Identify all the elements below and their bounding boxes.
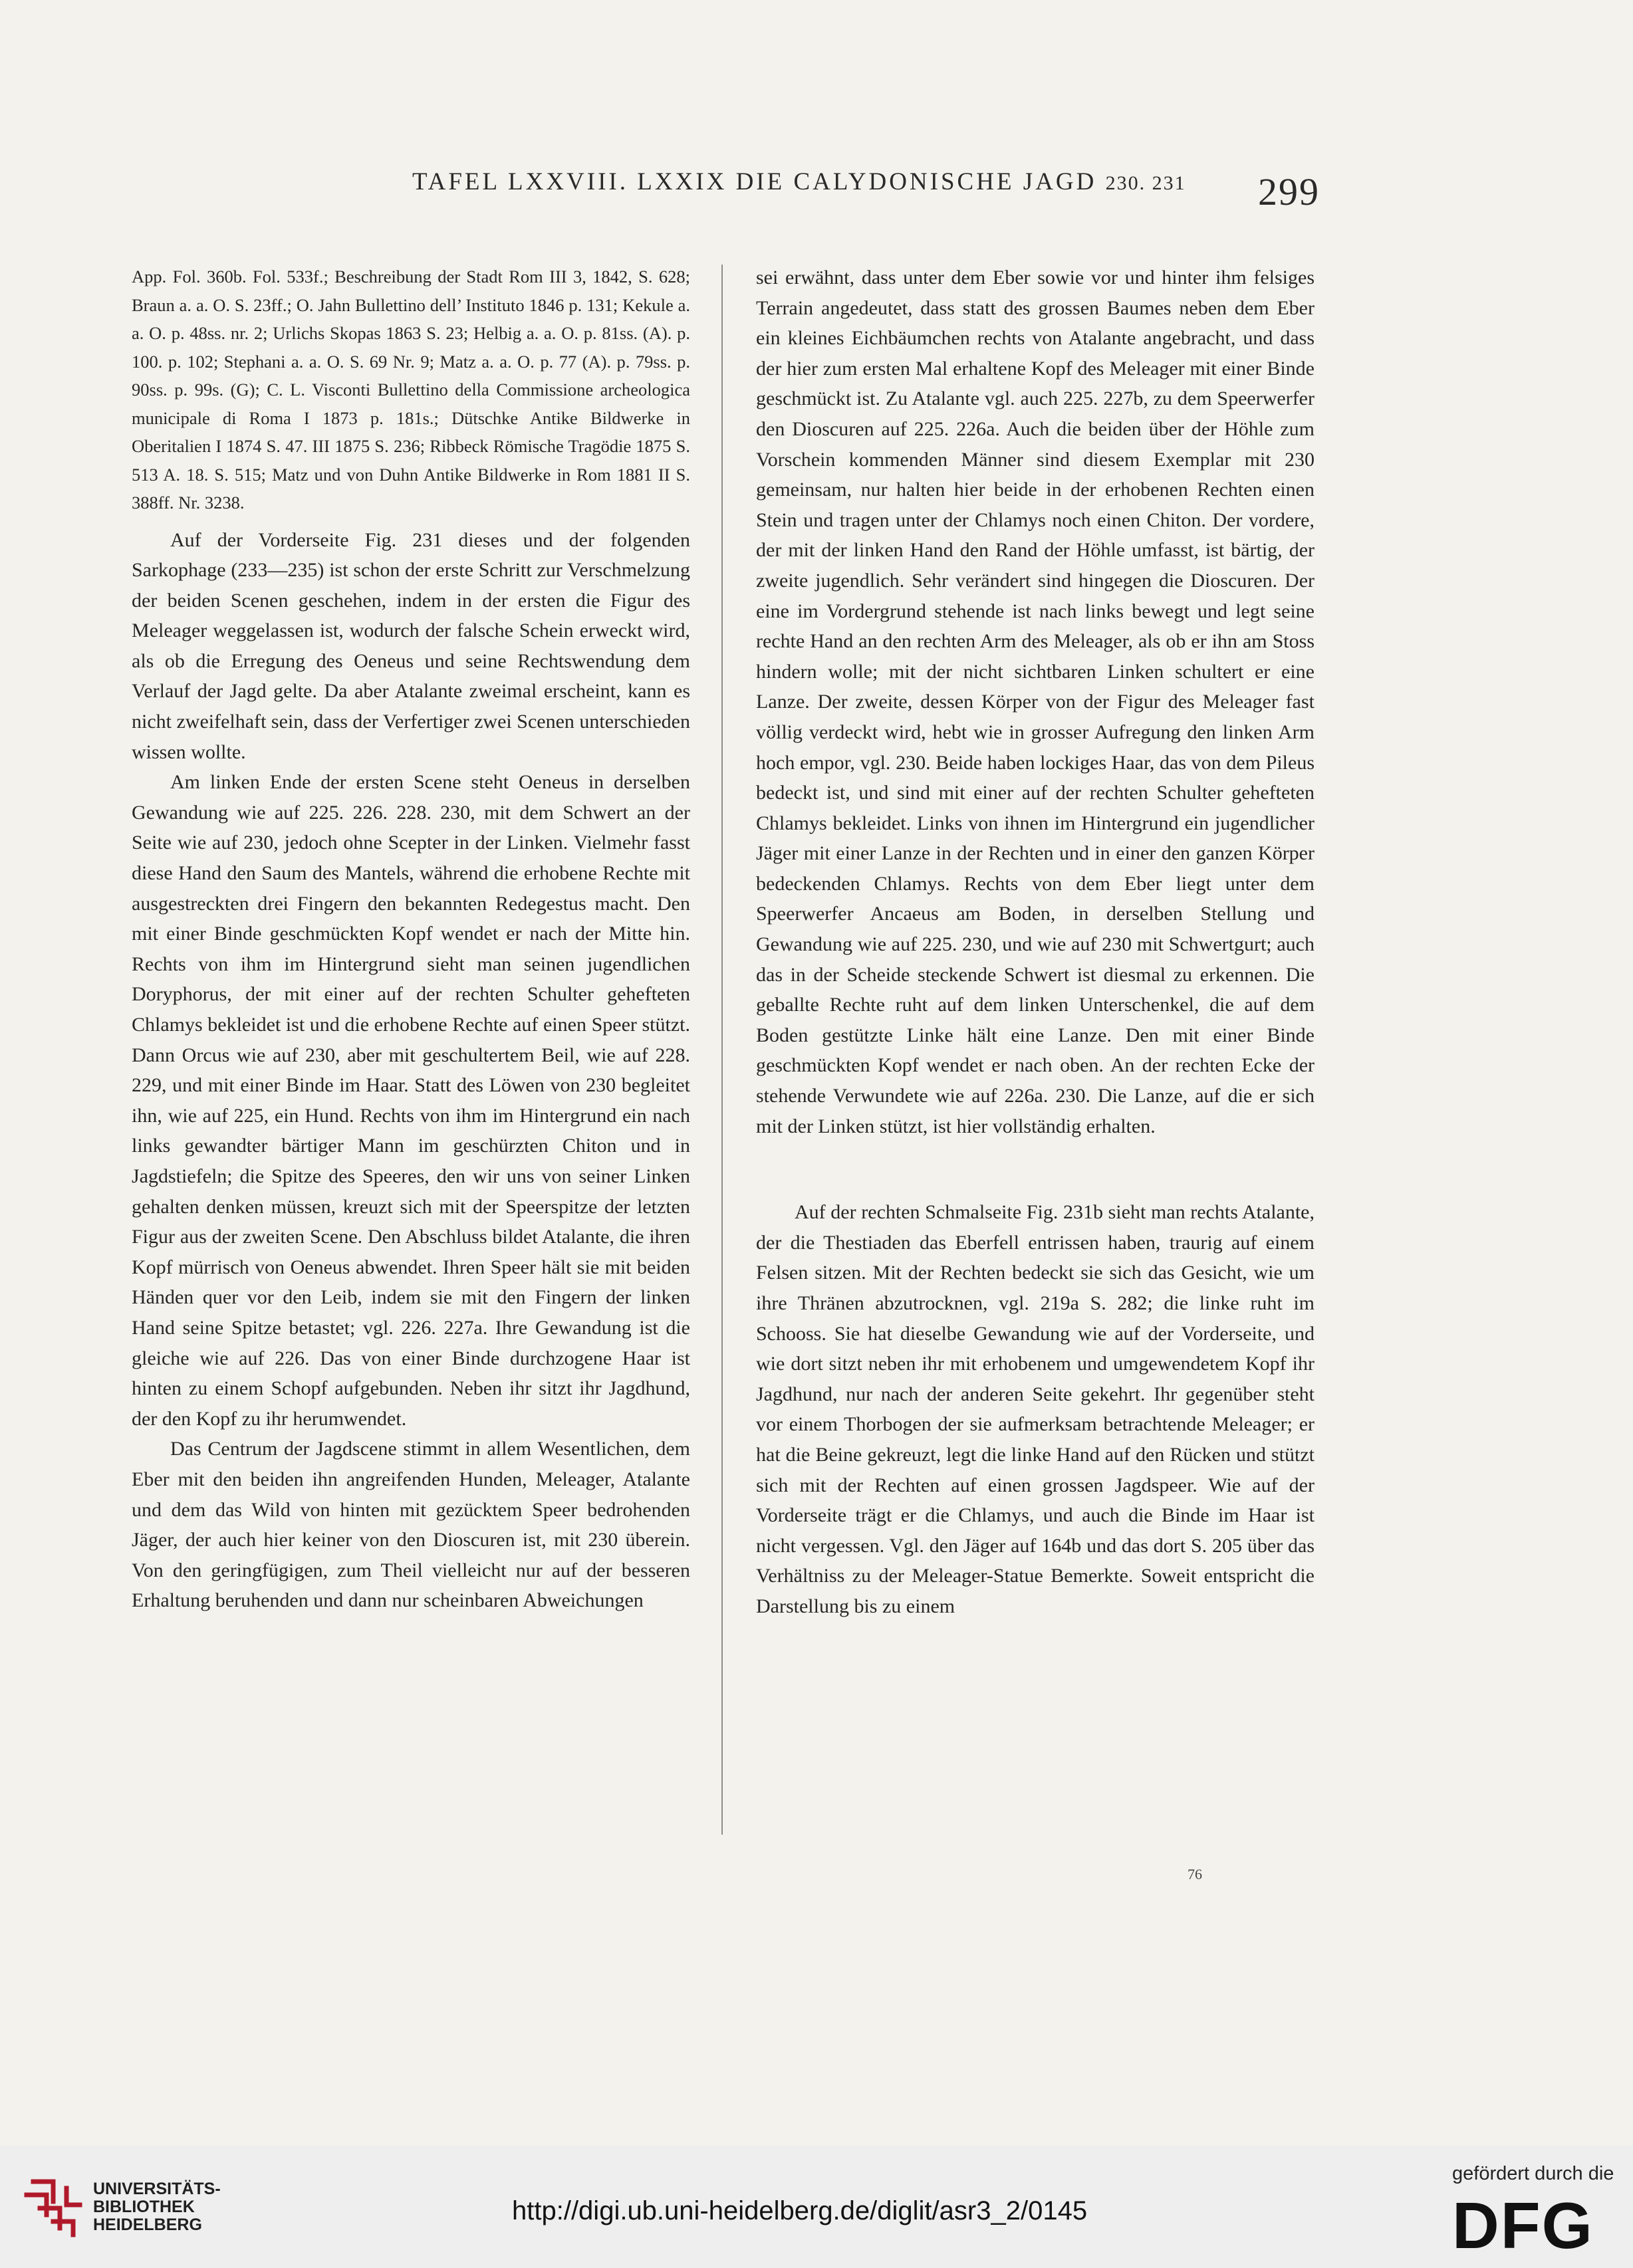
text-paragraph: Das Centrum der Jagdscene stimmt in allem Wesentlichen, dem Eber mit den beiden ihn angreifenden Hunden, Meleager, Atalante und dem das Wild von hinten mit gezücktem Speer bedrohenden Jäger, der auch hier keiner von den Dioscuren ist, mit 230 überein. Von den geringfügigen, zum Theil vielleicht nur auf der besseren Erhaltung beruhenden und dann nur scheinbaren Abweichungen <box>132 1438 690 1612</box>
footer-bar <box>0 2146 1633 2268</box>
signature-mark: 76 <box>1188 1866 1202 1882</box>
bibliography-paragraph: App. Fol. 360b. Fol. 533f.; Beschreibung der Stadt Rom III 3, 1842, S. 628; Braun a. a. O. S. 23ff.; O. Jahn Bullettino dell’ Instituto 1846 p. 131; Kekule a. a. O. p. 48ss. nr. 2; Urlichs Skopas 1863 S. 23; Helbig a. a. O. p. 81ss. (A). p. 100. p. 102; Stephani a. a. O. S. 69 Nr. 9; Matz a. a. O. p. 77 (A). p. 79ss. p. 90ss. p. 99s. (G); C. L. Visconti Bullettino della Commissione archeologica municipale di Roma I 1873 p. 181s.; Dütschke Antike Bildwerke in Oberitalien I 1874 S. 47. III 1875 S. 236; Ribbeck Römische Tragödie 1875 S. 513 A. 18. S. 515; Matz und von Duhn Antike Bildwerke in Rom 1881 II S. 388ff. Nr. 3238. <box>132 267 690 512</box>
funding-note: gefördert durch die <box>1452 2163 1614 2184</box>
running-figure-numbers: 230. 231 <box>1105 172 1186 194</box>
institution-name <box>93 2180 221 2234</box>
left-column <box>132 263 690 1616</box>
institution-line: UNIVERSITÄTS- <box>93 2180 221 2198</box>
university-library-logo-icon <box>20 2168 86 2241</box>
dfg-logo-icon <box>1452 2195 1612 2252</box>
institution-line: HEIDELBERG <box>93 2215 202 2234</box>
right-column <box>756 263 1315 1622</box>
dfg-logo-text: DFG <box>1452 2195 1594 2252</box>
running-head <box>412 168 1186 196</box>
column-divider <box>721 265 723 1835</box>
running-title: TAFEL LXXVIII. LXXIX DIE CALYDONISCHE JAGD <box>412 168 1097 195</box>
text-paragraph: Am linken Ende der ersten Scene steht Oeneus in derselben Gewandung wie auf 225. 226. 228. 230, mit dem Schwert an der Seite wie auf 230, jedoch ohne Scepter in der Linken. Vielmehr fasst diese Hand den Saum des Mantels, während die erhobene Rechte mit ausgestreckten drei Fingern den bekannten Redegestus macht. Den mit einer Binde geschmückten Kopf wendet er nach der Mitte hin. Rechts von ihm im Hintergrund sieht man seinen jugendlichen Doryphorus, der mit einer auf der rechten Schulter gehefteten Chlamys bekleidet ist und die erhobene Rechte auf einen Speer stützt. Dann Orcus wie auf 230, aber mit geschultertem Beil, wie auf 228. 229, und mit einer Binde im Haar. Statt des Löwen von 230 begleitet ihn, wie auf 225, ein Hund. Rechts von ihm im Hintergrund ein nach links gewandter bärtiger Mann im geschürzten Chiton und in Jagdstiefeln; die Spitze des Speeres, den wir uns von seiner Linken gehalten denken müssen, kreuzt sich mit der Speerspitze der letzten Figur aus der zweiten Scene. Den Abschluss bildet Atalante, die ihren Kopf mürrisch von Oeneus abwendet. Ihren Speer hält sie mit beiden Händen quer vor den Leib, indem sie mit den Fingern der linken Hand seine Spitze betastet; vgl. 226. 227a. Ihre Gewandung ist die gleiche wie auf 226. Das von einer Binde durchzogene Haar ist hinten zu einem Schopf aufgebunden. Neben ihr sitzt ihr Jagdhund, der den Kopf zu ihr herumwendet. <box>132 771 690 1430</box>
source-url-link[interactable]: http://digi.ub.uni-heidelberg.de/diglit/asr3_2/0145 <box>512 2196 1088 2225</box>
text-paragraph: Auf der Vorderseite Fig. 231 dieses und der folgenden Sarkophage (233—235) ist schon der erste Schritt zur Verschmelzung der beiden Scenen geschehen, indem in der ersten die Figur des Meleager weggelassen ist, wodurch der falsche Schein erweckt wird, als ob die Erregung des Oeneus und seine Rechtswendung dem Verlauf der Jagd gelte. Da aber Atalante zweimal erscheint, kann es nicht zweifelhaft sein, dass der Verfertiger zwei Scenen unterschieden wissen wollte. <box>132 528 690 763</box>
text-paragraph: sei erwähnt, dass unter dem Eber sowie vor und hinter ihm felsiges Terrain angedeutet, dass statt des grossen Baumes neben dem Eber ein kleines Eichbäumchen rechts von Atalante angebracht, und dass der hier zum ersten Mal erhaltene Kopf des Meleager mit einer Binde geschmückt ist. Zu Atalante vgl. auch 225. 227b, zu dem Speerwerfer den Dioscuren auf 225. 226a. Auch die beiden über der Höhle zum Vorschein kommenden Männer sind diesem Exemplar mit 230 gemeinsam, nur halten hier beide in der erhobenen Rechten einen Stein und tragen unter der Chlamys noch einen Chiton. Der vordere, der mit der linken Hand den Rand der Höhle umfasst, ist bärtig, der zweite jugendlich. Sehr verändert sind hingegen die Dioscuren. Der eine im Vordergrund stehende ist nach links bewegt und legt seine rechte Hand an den rechten Arm des Meleager, als ob er ihn am Stoss hindern wolle; mit der nicht sichtbaren Linken schultert er eine Lanze. Der zweite, dessen Körper von der Figur des Meleager fast völlig verdeckt wird, hebt wie in grosser Aufregung den linken Arm hoch empor, vgl. 230. Beide haben lockiges Haar, das von dem Pileus bedeckt ist, und sind mit einer auf der rechten Schulter gehefteten Chlamys bekleidet. Links von ihnen im Hintergrund ein jugendlicher Jäger mit einer Lanze in der Rechten und in einer den ganzen Körper bedeckenden Chlamys. Rechts von dem Eber liegt unter dem Speerwerfer Ancaeus am Boden, in derselben Stellung und Gewandung wie auf 225. 230, und wie auf 230 mit Schwertgurt; auch das in der Scheide steckende Schwert ist diesmal zu erkennen. Die geballte Rechte ruht auf dem linken Unterschenkel, die auf dem Boden gestützte Linke hält eine Lanze. Den mit einer Binde geschmückten Kopf wendet er nach oben. An der rechten Ecke der stehende Verwundete wie auf 226a. 230. Die Lanze, auf die er sich mit der Linken stützt, ist hier vollständig erhalten. <box>756 267 1315 1137</box>
text-paragraph: Auf der rechten Schmalseite Fig. 231b sieht man rechts Atalante, der die Thestiaden das Eberfell entrissen haben, traurig auf einem Felsen sitzen. Mit der Rechten bedeckt sie sich das Gesicht, wie um ihre Thränen abzutrocknen, vgl. 219a S. 282; die linke ruht im Schooss. Sie hat dieselbe Gewandung wie auf der Vorderseite, und wie dort sitzt neben ihr mit erhobenem und umgewendetem Kopf ihr Jagdhund, nur nach der anderen Seite gekehrt. Ihr gegenüber steht vor einem Thorbogen der sie aufmerksam betrachtende Meleager; er hat die Beine gekreuzt, legt die linke Hand auf den Rücken und stützt sich mit der Rechten auf einen grossen Jagdspeer. Wie auf der Vorderseite trägt er die Chlamys, und auch die Binde im Haar ist nicht vergessen. Vgl. den Jäger auf 164b und das dort S. 205 über das Verhältniss zu der Meleager-Statue Bemerkte. Soweit entspricht die Darstellung bis zu einem <box>756 1201 1315 1617</box>
page-number: 299 <box>1258 170 1320 213</box>
institution-line: BIBLIOTHEK <box>93 2198 195 2216</box>
